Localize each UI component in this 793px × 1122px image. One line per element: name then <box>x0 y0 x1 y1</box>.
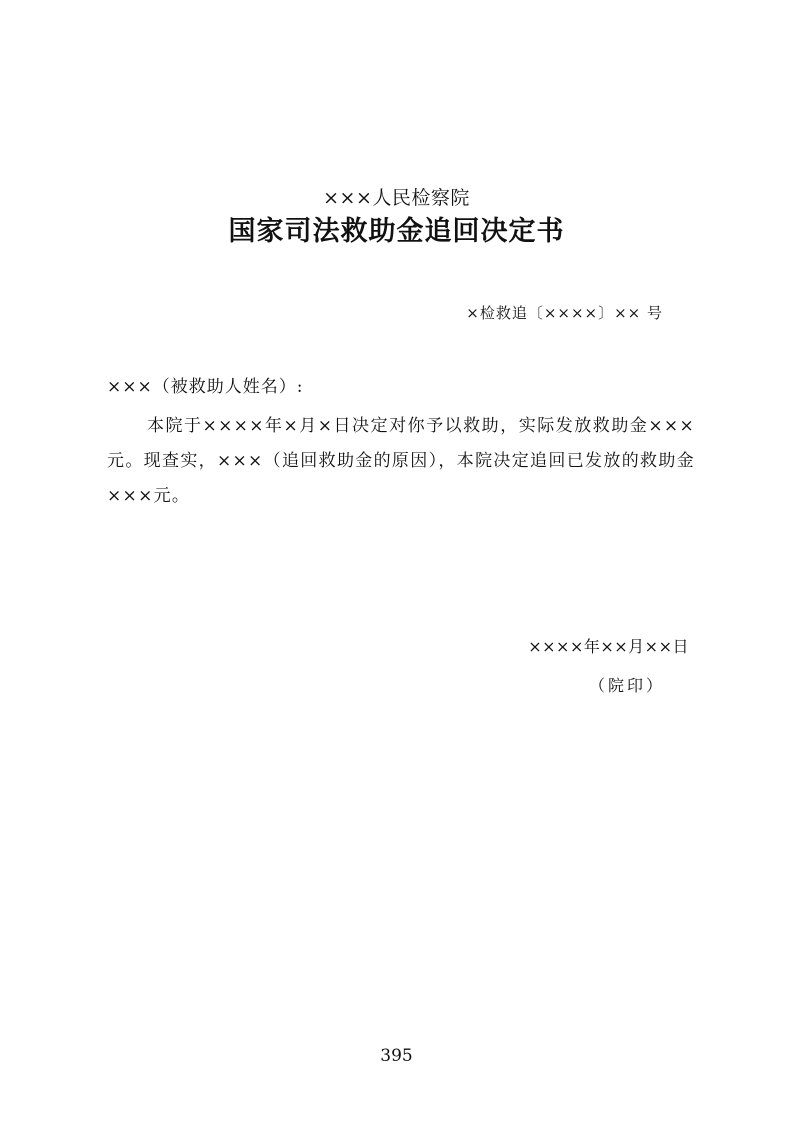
document-number: ×检救追〔××××〕×× 号 <box>466 304 663 322</box>
seal-placeholder: （院印） <box>588 676 665 695</box>
document-title: 国家司法救助金追回决定书 <box>228 216 565 247</box>
salutation: ×××（被救助人姓名）: <box>107 377 304 397</box>
issuer-name: ×××人民检察院 <box>323 187 470 209</box>
page-number: 395 <box>380 1046 413 1066</box>
body-paragraph: 本院于××××年×月×日决定对你予以救助，实际发放救助金×××元。现查实，×××（追回救助金的原因），本院决定追回已发放的救助金×××元。 <box>107 416 695 506</box>
signature-date: ××××年××月××日 <box>528 637 689 656</box>
